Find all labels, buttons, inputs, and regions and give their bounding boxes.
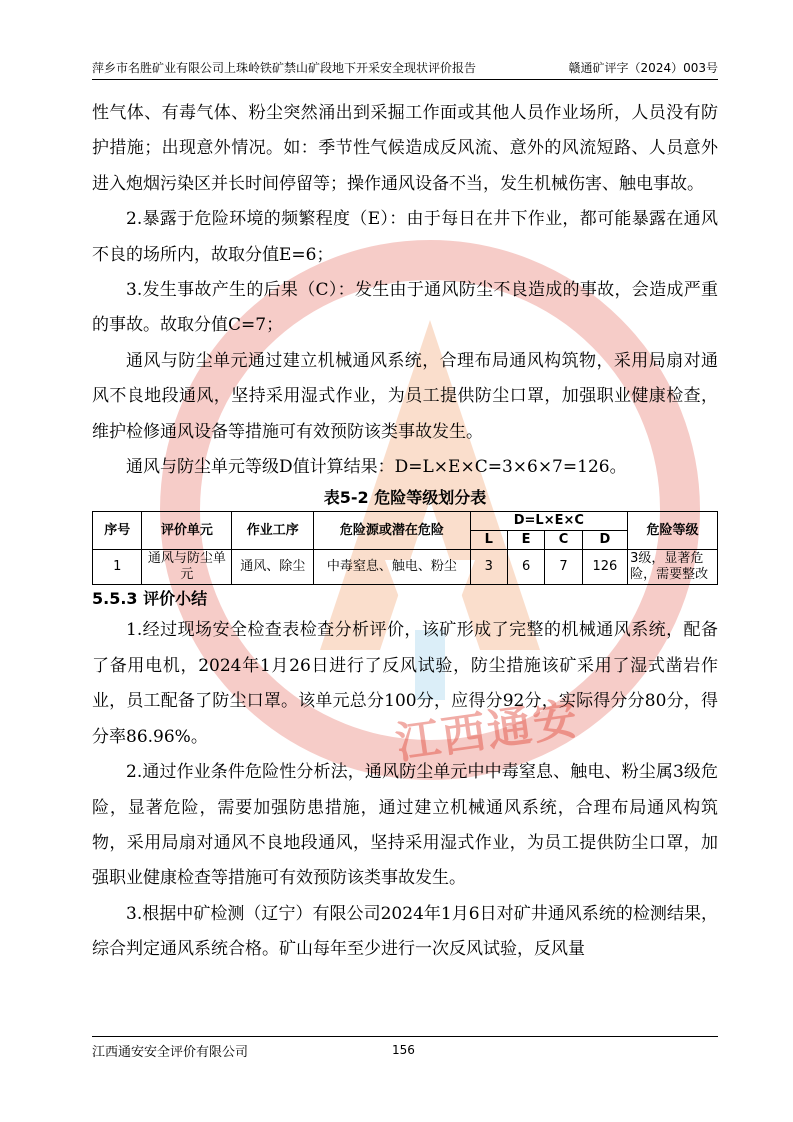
col-header-level: 危险等级 bbox=[628, 512, 718, 550]
paragraph: 3.根据中矿检测（辽宁）有限公司2024年1月6日对矿井通风系统的检测结果，综合判定通风系统合格。矿山每年至少进行一次反风试验，反风量 bbox=[92, 903, 718, 960]
section-heading: 5.5.3 评价小结 bbox=[92, 589, 208, 609]
watermark-text: 江西通安 bbox=[392, 693, 583, 770]
paragraph: 2.通过作业条件危险性分析法，通风防尘单元中中毒窒息、触电、粉尘属3级危险，显著危险，需要加强防患措施，通过建立机械通风系统，合理布局通风构筑物，采用局扇对通风不良地段通风，坚持采用湿式作业，为员工提供防尘口罩，加强职业健康检查等措施可有效预防该类事故发生。 bbox=[92, 762, 718, 889]
col-header-l: L bbox=[470, 531, 507, 550]
document-body bbox=[92, 96, 718, 968]
cell-l: 3 bbox=[470, 550, 507, 585]
paragraph: 性气体、有毒气体、粉尘突然涌出到采掘工作面或其他人员作业场所，人员没有防护措施；出现意外情况。如：季节性气候造成反风流、意外的风流短路、人员意外进入炮烟污染区并长时间停留等；操作通风设备不当，发生机械伤害、触电事故。 bbox=[92, 103, 718, 194]
report-title: 萍乡市名胜矿业有限公司上珠岭铁矿禁山矿段地下开采安全现状评价报告 bbox=[92, 61, 477, 75]
col-header-hazard: 危险源或潜在危险 bbox=[314, 512, 471, 550]
cell-unit: 通风与防尘单元 bbox=[142, 550, 232, 585]
page-header bbox=[92, 54, 718, 80]
table-title: 表5-2 危险等级划分表 bbox=[323, 488, 487, 508]
document-number: 赣通矿评字（2024）003号 bbox=[568, 61, 718, 75]
col-header-process: 作业工序 bbox=[232, 512, 314, 550]
cell-hazard: 中毒窒息、触电、粉尘 bbox=[314, 550, 471, 585]
footer-company: 江西通安安全评价有限公司 bbox=[92, 1045, 249, 1060]
col-header-formula: D=L×E×C bbox=[470, 512, 627, 531]
paragraph: 2.暴露于危险环境的频繁程度（E）：由于每日在井下作业，都可能暴露在通风不良的场所内，故取分值E=6； bbox=[92, 209, 718, 265]
paragraph: 通风与防尘单元等级D值计算结果：D=L×E×C=3×6×7=126。 bbox=[126, 457, 627, 478]
paragraph: 通风与防尘单元通过建立机械通风系统，合理布局通风构筑物，采用局扇对通风不良地段通风，坚持采用湿式作业，为员工提供防尘口罩，加强职业健康检查，维护检修通风设备等措施可有效预防该类事故发生。 bbox=[92, 350, 718, 442]
paragraph: 3.发生事故产生的后果（C）：发生由于通风防尘不良造成的事故，会造成严重的事故。故取分值C=7； bbox=[92, 280, 718, 336]
cell-c: 7 bbox=[545, 550, 582, 585]
paragraph: 1.经过现场安全检查表检查分析评价，该矿形成了完整的机械通风系统，配备了备用电机，2024年1月26日进行了反风试验，防尘措施该矿采用了湿式凿岩作业，员工配备了防尘口罩。该单元总分100分，应得分92分，实际得分分80分，得分率86.96%。 bbox=[92, 620, 718, 747]
page-number: 156 bbox=[392, 1043, 415, 1057]
cell-e: 6 bbox=[507, 550, 544, 585]
cell-d: 126 bbox=[582, 550, 627, 585]
table-row bbox=[93, 550, 718, 585]
col-header-d: D bbox=[582, 531, 627, 550]
risk-level-table bbox=[92, 511, 718, 585]
page-footer bbox=[92, 1036, 718, 1064]
col-header-c: C bbox=[545, 531, 582, 550]
table-header-row bbox=[93, 512, 718, 531]
cell-no: 1 bbox=[93, 550, 142, 585]
col-header-no: 序号 bbox=[93, 512, 142, 550]
cell-level: 3级，显著危险，需要整改 bbox=[628, 550, 718, 585]
col-header-unit: 评价单元 bbox=[142, 512, 232, 550]
cell-process: 通风、除尘 bbox=[232, 550, 314, 585]
col-header-e: E bbox=[507, 531, 544, 550]
